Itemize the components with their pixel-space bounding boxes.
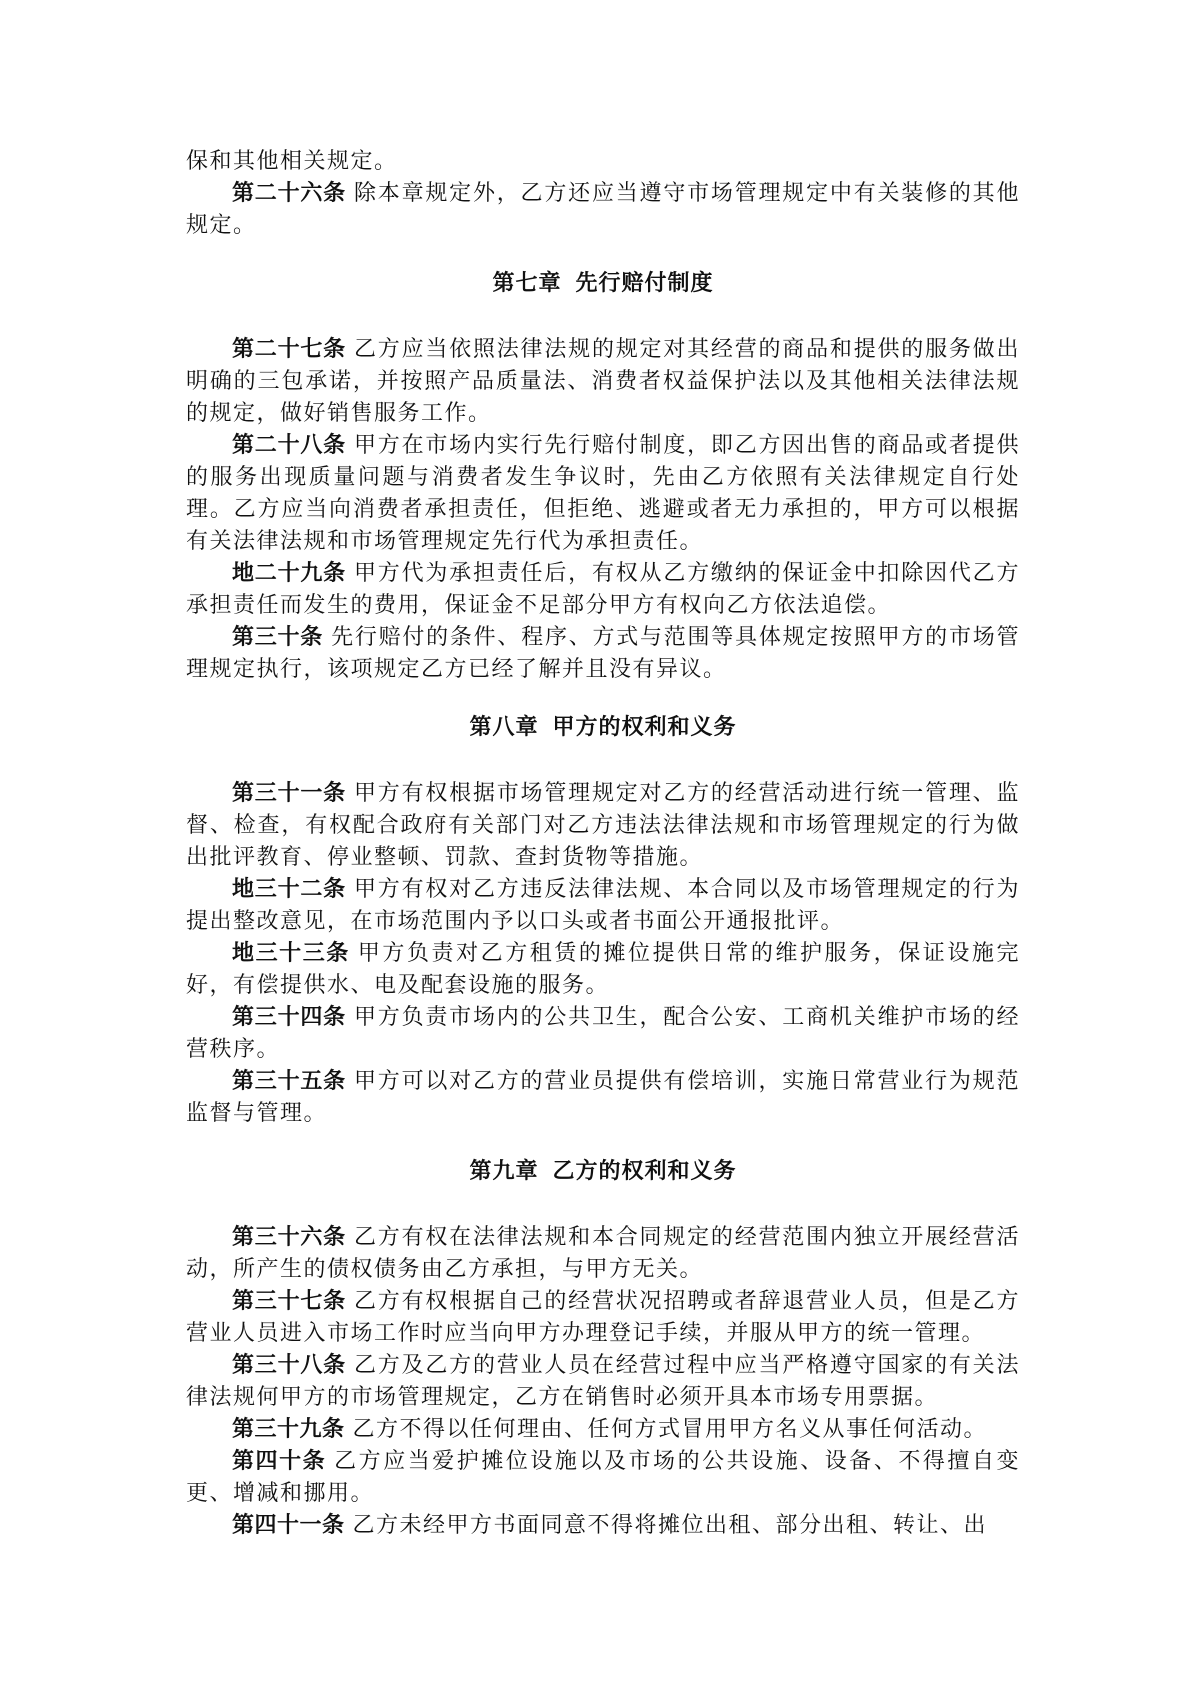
article bbox=[186, 1286, 1020, 1350]
article-text: 甲方负责市场内的公共卫生，配合公安、工商机关维护市场的经营秩序。 bbox=[186, 1005, 1020, 1062]
chapter-title: 乙方的权利和义务 bbox=[552, 1159, 737, 1184]
article bbox=[186, 1446, 1020, 1510]
article bbox=[186, 430, 1020, 558]
article bbox=[186, 874, 1020, 938]
article-number: 地三十三条 bbox=[232, 941, 350, 966]
article bbox=[186, 778, 1020, 874]
article-text: 甲方在市场内实行先行赔付制度，即乙方因出售的商品或者提供的服务出现质量问题与消费者发生争议时，先由乙方依照有关法律规定自行处理。乙方应当向消费者承担责任，但拒绝、逃避或者无力承担的，甲方可以根据有关法律法规和市场管理规定先行代为承担责任。 bbox=[186, 433, 1020, 554]
article-text: 甲方代为承担责任后，有权从乙方缴纳的保证金中扣除因代乙方承担责任而发生的费用，保证金不足部分甲方有权向乙方依法追偿。 bbox=[186, 561, 1020, 618]
article bbox=[186, 334, 1020, 430]
article-text: 乙方不得以任何理由、任何方式冒用甲方名义从事任何活动。 bbox=[352, 1417, 988, 1442]
article-number: 第三十五条 bbox=[232, 1069, 346, 1094]
article bbox=[186, 1066, 1020, 1130]
article-number: 地三十二条 bbox=[232, 877, 346, 902]
chapter-number: 第七章 bbox=[492, 271, 562, 296]
article bbox=[186, 1350, 1020, 1414]
article bbox=[186, 1222, 1020, 1286]
article-number: 第三十八条 bbox=[232, 1353, 346, 1378]
article-text: 甲方有权对乙方违反法律法规、本合同以及市场管理规定的行为提出整改意见，在市场范围内予以口头或者书面公开通报批评。 bbox=[186, 877, 1020, 934]
article bbox=[186, 1510, 1020, 1542]
article-number: 第四十一条 bbox=[232, 1513, 345, 1538]
article-text: 甲方有权根据市场管理规定对乙方的经营活动进行统一管理、监督、检查，有权配合政府有关部门对乙方违法法律法规和市场管理规定的行为做出批评教育、停业整顿、罚款、查封货物等措施。 bbox=[186, 781, 1020, 870]
article-number: 第三十条 bbox=[232, 625, 324, 650]
article-number: 第三十一条 bbox=[232, 781, 346, 806]
article bbox=[186, 1414, 1020, 1446]
article-number: 第三十四条 bbox=[232, 1005, 346, 1030]
chapter-number: 第九章 bbox=[469, 1159, 539, 1184]
continuation-text: 保和其他相关规定。 bbox=[186, 149, 398, 174]
article-text: 乙方及乙方的营业人员在经营过程中应当严格遵守国家的有关法律法规何甲方的市场管理规定，乙方在销售时必须开具本市场专用票据。 bbox=[186, 1353, 1020, 1410]
article-text: 除本章规定外，乙方还应当遵守市场管理规定中有关装修的其他规定。 bbox=[186, 181, 1020, 238]
chapter-heading bbox=[186, 268, 1020, 300]
article-text: 乙方应当依照法律法规的规定对其经营的商品和提供的服务做出明确的三包承诺，并按照产品质量法、消费者权益保护法以及其他相关法律法规的规定，做好销售服务工作。 bbox=[186, 337, 1020, 426]
article bbox=[186, 622, 1020, 686]
document-page bbox=[186, 146, 1020, 1542]
article bbox=[186, 558, 1020, 622]
article-number: 第二十七条 bbox=[232, 337, 346, 362]
chapter-title: 甲方的权利和义务 bbox=[552, 715, 737, 740]
article-number: 第三十九条 bbox=[232, 1417, 345, 1442]
article-text: 乙方有权在法律法规和本合同规定的经营范围内独立开展经营活动，所产生的债权债务由乙方承担，与甲方无关。 bbox=[186, 1225, 1020, 1282]
article-number: 地二十九条 bbox=[232, 561, 346, 586]
article bbox=[186, 1002, 1020, 1066]
chapter-heading bbox=[186, 712, 1020, 744]
chapter-heading bbox=[186, 1156, 1020, 1188]
article-number: 第二十八条 bbox=[232, 433, 346, 458]
article-number: 第二十六条 bbox=[232, 181, 346, 206]
chapter-number: 第八章 bbox=[469, 715, 539, 740]
article-text: 甲方负责对乙方租赁的摊位提供日常的维护服务，保证设施完好，有偿提供水、电及配套设施的服务。 bbox=[186, 941, 1020, 998]
article-text: 乙方应当爱护摊位设施以及市场的公共设施、设备、不得擅自变更、增减和挪用。 bbox=[186, 1449, 1020, 1506]
article-text: 乙方未经甲方书面同意不得将摊位出租、部分出租、转让、出 bbox=[352, 1513, 988, 1538]
article-number: 第三十六条 bbox=[232, 1225, 346, 1250]
article-text: 乙方有权根据自己的经营状况招聘或者辞退营业人员，但是乙方营业人员进入市场工作时应当向甲方办理登记手续，并服从甲方的统一管理。 bbox=[186, 1289, 1020, 1346]
article-text: 先行赔付的条件、程序、方式与范围等具体规定按照甲方的市场管理规定执行，该项规定乙方已经了解并且没有异议。 bbox=[186, 625, 1020, 682]
article bbox=[186, 938, 1020, 1002]
article bbox=[186, 178, 1020, 242]
chapter-title: 先行赔付制度 bbox=[575, 271, 714, 296]
article-text: 甲方可以对乙方的营业员提供有偿培训，实施日常营业行为规范监督与管理。 bbox=[186, 1069, 1020, 1126]
article-number: 第四十条 bbox=[232, 1449, 327, 1474]
article-number: 第三十七条 bbox=[232, 1289, 346, 1314]
